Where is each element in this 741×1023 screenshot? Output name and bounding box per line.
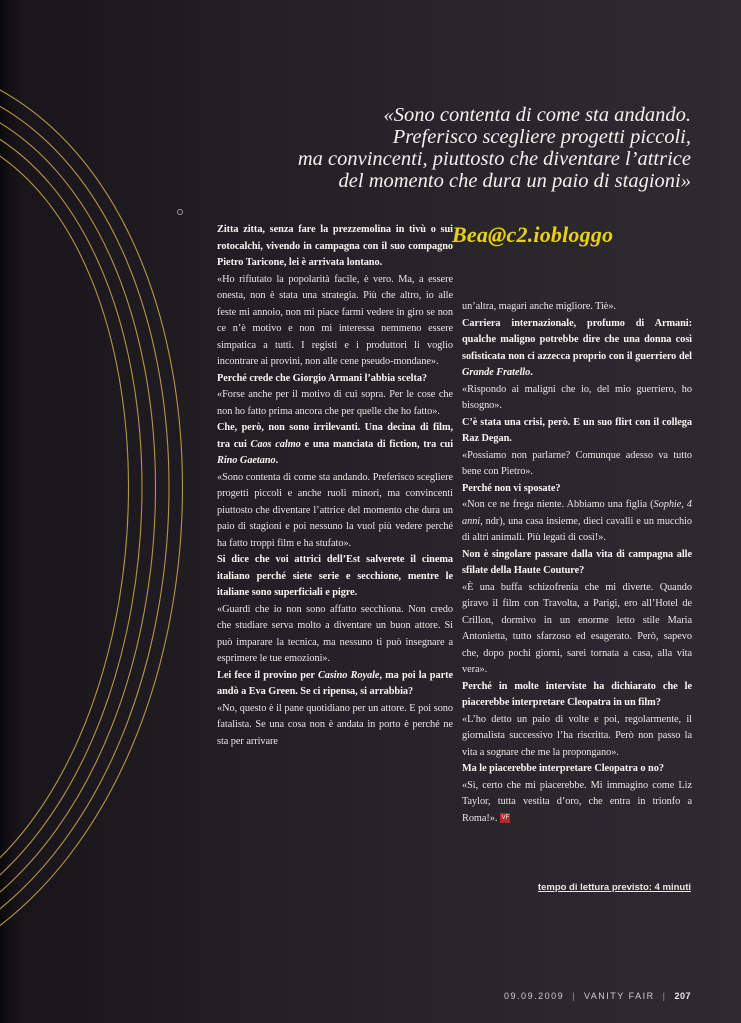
footer-separator: | — [572, 991, 576, 1001]
answer-paragraph: «Sono contenta di come sta andando. Preferisco scegliere progetti piccoli e anche ruoli minori, ma convincenti piuttosto che diventare l’attrice del momento che dura un paio di stagioni e poi nessuno la vuol più vedere perché ha fatto troppi film e ha stufato». — [217, 471, 453, 549]
answer-text: «Sì, certo che mi piacerebbe. Mi immagino come Liz Taylor, tutta vestita d’oro, che entra in trionfo a Roma!». — [462, 779, 692, 824]
blog-watermark: Bea@c2.iobloggo — [452, 222, 614, 247]
question-text: , ma poi la parte andò a Eva Green. Se ci ripensa, si arrabbia? — [217, 669, 454, 697]
pull-quote-line: Preferisco scegliere progetti piccoli, — [392, 126, 691, 148]
question-text: Carriera internazionale, profumo di Armani: qualche maligno potrebbe dire che una donna così sofisticata non ci azzecca proprio con il guerriero del — [462, 317, 692, 362]
question-text: . — [530, 367, 533, 378]
page-number: 207 — [674, 991, 691, 1001]
answer-paragraph: «È una buffa schizofrenia che mi diverte. Quando giravo il film con Travolta, a Parigi, ero all’Hotel de Crillon, dormivo in un enorme letto stile Maria Antonietta, tutto sfarzoso ed esagerato. Però, sapevo che, dopo pochi giorni, sarei tornata a casa, alla vita vera». — [462, 581, 692, 675]
question-paragraph — [217, 668, 453, 701]
film-title: Casino Royale — [317, 669, 380, 681]
page-footer — [504, 991, 691, 1001]
decorative-dot — [177, 209, 183, 215]
pull-quote-line: «Sono contenta di come sta andando. — [383, 104, 691, 126]
article-intro: Zitta zitta, senza fare la prezzemolina in tivù o sui rotocalchi, vivendo in campagna con il suo compagno Pietro Taricone, lei è arrivata lontano. — [217, 224, 453, 268]
answer-paragraph: «No, questo è il pane quotidiano per un attore. E poi sono fatalista. Se una cosa non è andata in porto è perché ne sta per arrivare — [217, 702, 453, 747]
question-paragraph: Perché in molte interviste ha dichiarato che le piacerebbe interpretare Cleopatra in un film? — [462, 680, 692, 708]
answer-paragraph: «Guardi che io non sono affatto secchiona. Non credo che studiare serva molto a diventare un buon attore. Si può imparare la tecnica, ma nessuno ti può insegnare a esprimere le tue emozioni». — [217, 603, 453, 664]
pull-quote-line: del momento che dura un paio di stagioni» — [338, 170, 691, 192]
answer-paragraph: «Ho rifiutato la popolarità facile, è vero. Ma, a essere onesta, non è stata una strategia. Più che altro, io alle feste mi annoio, non mi piace farmi vedere in giro se non ce n’è motivo e non mi interessa nemmeno essere simpatica a tutti. I registi e i produttori li voglio incontrare ai provini, non alle cene pseudo-mondane». — [217, 273, 453, 367]
footer-separator: | — [662, 991, 667, 1001]
show-title: Grande Fratello — [462, 367, 531, 378]
question-text: e una manciata di fiction, tra cui — [300, 438, 454, 450]
answer-paragraph: «Possiamo non parlarne? Comunque adesso va tutto bene con Pietro». — [462, 449, 692, 477]
question-text: . — [275, 455, 279, 466]
film-title: Rino Gaetano — [217, 455, 276, 466]
answer-paragraph: «Rispondo ai maligni che io, del mio guerriero, ho bisogno». — [462, 383, 692, 411]
question-paragraph: Perché non vi sposate? — [462, 482, 561, 494]
answer-text: «Non ce ne frega niente. Abbiamo una figlia ( — [462, 499, 654, 510]
answer-paragraph — [462, 497, 692, 547]
issue-date: 09.09.2009 — [504, 991, 565, 1001]
question-paragraph: Perché crede che Giorgio Armani l’abbia scelta? — [217, 372, 428, 384]
editor-note: Sophie, 4 anni, — [462, 499, 693, 527]
arc-line — [0, 96, 169, 924]
question-text: Lei fece il provino per — [217, 669, 318, 681]
answer-paragraph: un’altra, magari anche migliore. Tiè». — [462, 301, 616, 312]
answer-paragraph — [462, 778, 692, 828]
question-paragraph: Si dice che voi attrici dell’Est salverete il cinema italiano perché siete serie e secchione, mentre le italiane sono superficiali e pigre. — [217, 554, 453, 598]
article-column-left — [217, 222, 453, 750]
question-paragraph — [462, 316, 692, 382]
question-text: Che, però, non sono irrilevanti. Una decina di film, tra cui — [217, 422, 453, 450]
question-paragraph — [217, 420, 453, 470]
film-title: Caos calmo — [250, 438, 301, 450]
answer-text: ndr), una casa insieme, dieci cavalli e un mucchio di altri animali. Più legati di così!». — [462, 515, 692, 543]
answer-paragraph: «Forse anche per il motivo di cui sopra. Per le cose che non ho fatto prima ancora che per quelle che ho fatto». — [217, 389, 453, 417]
vf-end-mark-icon: VF — [501, 815, 510, 822]
question-paragraph: C’è stata una crisi, però. E un suo flirt con il collega Raz Degan. — [462, 416, 692, 444]
article-column-right — [462, 299, 692, 827]
arc-line — [0, 128, 142, 892]
magazine-name: VANITY FAIR — [583, 991, 655, 1001]
arc-line — [0, 112, 156, 908]
question-paragraph: Ma le piacerebbe interpretare Cleopatra o no? — [462, 763, 664, 774]
pull-quote — [171, 104, 691, 192]
pull-quote-line: ma convincenti, piuttosto che diventare l’attrice — [297, 148, 691, 170]
reading-time: tempo di lettura previsto: 4 minuti — [537, 882, 691, 893]
answer-paragraph: «L’ho detto un paio di volte e poi, regolarmente, il giornalista successivo l’ha riscritta. Però non passo la vita a sognare che me la propongano». — [462, 713, 692, 758]
question-paragraph: Non è singolare passare dalla vita di campagna alle sfilate della Haute Couture? — [462, 548, 692, 576]
